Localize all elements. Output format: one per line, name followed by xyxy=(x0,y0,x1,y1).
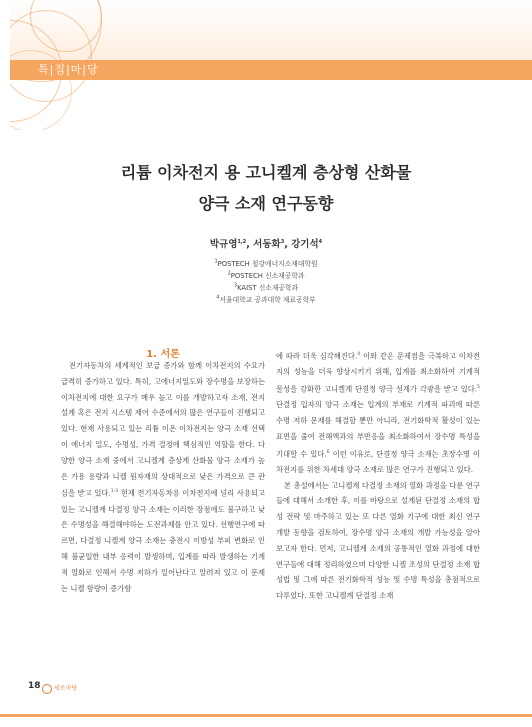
body-paragraph: 본 총설에서는 고니켈계 다결정 소재의 열화 과정을 다룬 연구들에 대해서 소개한 후, 이를 바탕으로 설계된 단결정 소재의 합성 전략 및 마주하고 있는 또 다른 열화 기구에 대한 최신 연구 개발 동향을 검토하여, 장수명 양극 소재의 개발 가능성을 알아보고자 한다. 먼저, 고니켈계 소재의 공통적인 열화 과정에 대한 연구들에 대해 정리하였으며 다양한 니켈 조성의 단결정 소재 합성법 및 그에 따른 전기화학적 성능 및 수명 특성을 총점적으로 다루었다. 또한 고니켈계 단결정 소재 xyxy=(276,480,480,601)
page-number: 18 xyxy=(28,681,41,691)
citation: 5 xyxy=(477,385,480,391)
body-paragraph: 에 따라 더욱 심각해진다.$^4$ 이와 같은 문제점을 극복하고 이차전지의 성능을 더욱 향상시키기 위해, 입계를 최소화하여 기계적 물성을 강화한 고니켈계 단결정 양극 설계가 각광을 받고 있다.$^5$ 단결정 입자의 양극 소재는 입계의 부재로 기계적 파괴에 따른 수명 저하 문제를 해결할 뿐만 아니라, 전기화학적 활성이 있는 표면을 줄여 전해액과의 부반응을 최소화하여서 장수명 특성을 기대할 수 있다.$^6$ 이런 이유로, 단결정 양극 소재는 초장수명 이차전지를 위한 차세대 양극 소재로 많은 연구가 진행되고 있다. xyxy=(276,351,481,474)
footer-rule xyxy=(0,714,532,717)
left-column xyxy=(61,358,265,596)
author-name: 강기석 xyxy=(291,239,319,250)
section-heading: 1. 서론 xyxy=(146,349,180,360)
article-title-line1: 리튬 이차전지 용 고니켈계 층상형 산화물 xyxy=(120,163,412,182)
citation: 4 xyxy=(357,352,361,357)
section-tag: 특|집|마|당 xyxy=(38,63,99,76)
affiliation: $^2$POSTECH 신소재공학과 xyxy=(227,270,305,280)
affiliation: $^4$서울대학교 공과대학 재료공학부 xyxy=(216,294,316,304)
publication-logo: 세로마당 xyxy=(42,683,77,694)
affiliation: $^1$POSTECH 철강에너지소재대학원 xyxy=(214,258,318,268)
author-sup: 4 xyxy=(318,238,323,245)
author-sup: 3 xyxy=(280,238,285,245)
citation: 1-3 xyxy=(110,489,119,495)
affiliation: $^3$KAIST 신소재공학과 xyxy=(233,282,299,292)
citation: 6 xyxy=(326,449,330,455)
author-name: 서동화 xyxy=(253,239,281,250)
author-sup: 1,2 xyxy=(237,238,247,245)
author-name: 박규영 xyxy=(209,239,238,250)
article-title-line2: 양극 소재 연구동향 xyxy=(198,194,334,213)
author-list: 박규영$^{1,2}$, 서동화$^3$, 강기석$^4$ xyxy=(209,238,323,250)
right-column xyxy=(276,347,480,604)
logo-mark-icon xyxy=(42,684,52,694)
body-paragraph: 전기자동차의 세계적인 보급 증가와 함께 이차전지의 수요가 급격히 증가하고 있다. 특히, 고에너지밀도와 장수명을 보장하는 이차전지에 대한 요구가 매우 높고 이를 개발하고자 소재, 전지 설계 혹은 전지 시스템 제어 수준에서의 많은 연구들이 진행되고 있다. 현재 사용되고 있는 리튬 이온 이차전지는 양극 소재 선택이 에너지 밀도, 수명성, 가격 결정에 핵심적인 역할을 한다. 다양한 양극 소재 중에서 고니켈계 층상계 산화물 양극 소재가 높은 가용 용량과 니켈 원자재의 상대적으로 낮은 가격으로 큰 관심을 받고 있다.$^{1-3}$ 현재 전기자동차용 이차전지에 널리 사용되고 있는 고니켈계 다결정 양극 소재는 이러한 장점에도 불구하고 낮은 수명성을 해결해야하는 도전과제를 안고 있다. 선행연구에 따르면, 다결정 니켈계 양극 소재는 충전시 이방성 부피 변화로 인해 불균일한 내부 응력이 발생하며, 입계를 따라 발생하는 기계적 열화로 인해서 수명 저하가 일어난다고 알려져 있고 이 문제는 니켈 함량이 증가함 xyxy=(61,361,265,593)
